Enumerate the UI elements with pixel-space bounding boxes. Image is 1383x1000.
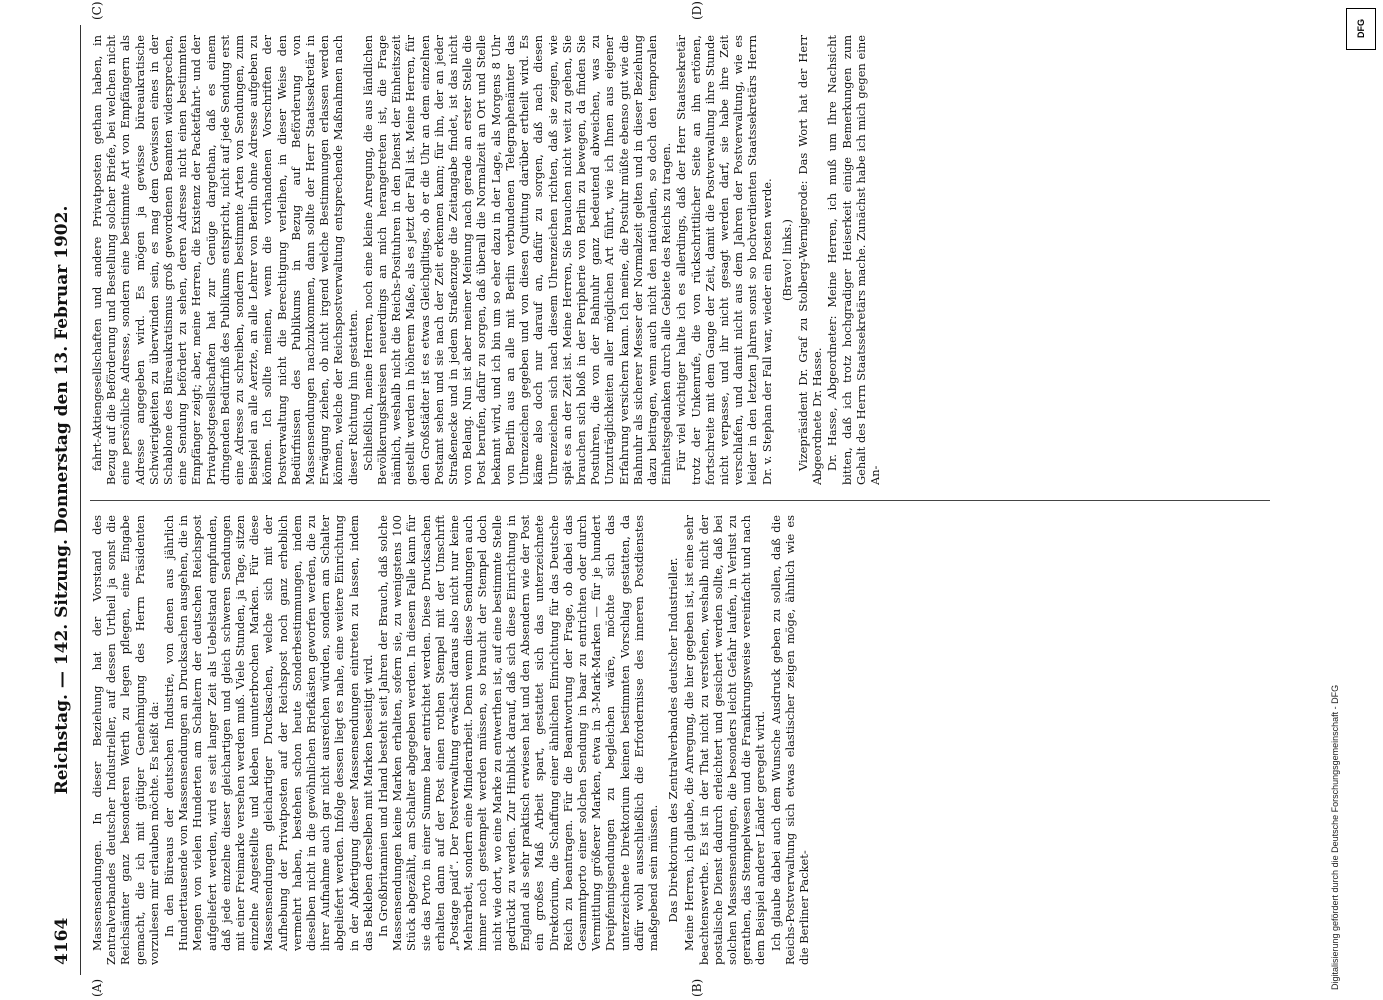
signature-block: Das Direktorium des Zentralverbandes deutscher Industrieller. bbox=[666, 557, 681, 923]
interjection: (Bravo! links.) bbox=[779, 219, 794, 301]
dfg-logo-icon: DFG bbox=[1346, 8, 1376, 50]
paragraph: Schließlich, meine Herren, noch eine kleine Anregung, die aus ländlichen Bevölkerungskreisen neuerdings an mich herangetreten ist, die Frage nämlich, weshalb nicht die Reichs-Posituhren in den Dienst der Einheitszeit gestellt werden in höherem Maße, als es jetzt der Fall ist. Meine Herren, für den Großstädter ist es etwas Gleichgiltiges, ob er die Uhr an dem einzelnen Postamt sehen und sie nach der Zeit erkennen kann; für ihn, der an jeder Straßenecke und in jedem Straßenzuge die Zeitangabe findet, ist das nicht von Belang. Nun ist aber meiner Meinung nach gerade an erster Stelle die Post berufen, dafür zu sorgen, daß überall die Normalzeit an Ort und Stelle bekannt wird, und ich bin um so eher dazu in der Lage, als Morgens 8 Uhr von Berlin aus an alle mit Berlin verbundenen Telegraphenämter das Uhrenzeichen gegeben und von diesen Quittung darüber ertheilt wird. Es käme also doch nur darauf an, dafür zu sorgen, daß nach diesen Uhrenzeichen sich nach diesem Uhrenzeichen richten, daß sie zeigen, wie spät es an der Zeit ist. Meine Herren, Sie brauchen nicht weit zu gehen, Sie brauchen sich bloß in der Peripherie von Berlin zu bewegen, da finden Sie Postuhren, die von der Bahnuhr ganz bedeutend abweichen, was zu Unzuträglichkeiten aller möglichen Art führt, wie ich Ihnen aus eigener Erfahrung versichern kann. Ich meine, die Postuhr müßte ebenso gut wie die Bahnuhr als sicherer Messer der Normalzeit gelten und in dieser Beziehung dazu beitragen, wenn auch nicht den nationalen, so doch den temporalen Einheitsgedanken durch alle Gebiete des Reichs zu tragen. bbox=[360, 35, 674, 485]
paragraph: Meine Herren, ich glaube, die Anregung, die hier gegeben ist, ist eine sehr beachtenswerthe. Es ist in der That nicht zu verstehen, weshalb nicht der postalische Dienst dadurch erleichtert und gesichert werden sollte, daß bei solchen Massensendungen, die besonders leicht Gefahr laufen, in Verlust zu gerathen, das Stempelwesen und die Frankirungsweise vereinfacht und nach dem Beispiel anderer Länder geregelt wird. bbox=[682, 515, 768, 965]
header-rule bbox=[80, 25, 81, 975]
margin-letter-b: (B) bbox=[690, 978, 704, 997]
paragraph: Massensendungen. In dieser Beziehung hat der Vorstand des Zentralverbandes deutscher Industrieller, auf dessen Urtheil ja sonst die Reichsämter ganz besonderen Werth zu legen pflegen, eine Eingabe gemacht, die ich mit gütiger Genehmigung des Herrn Präsidenten vorzulesen mir erlauben möchte. Es heißt da: bbox=[90, 515, 161, 965]
page-number: 4164 bbox=[52, 917, 72, 965]
margin-letter-a: (A) bbox=[90, 978, 104, 997]
speaker-paragraph: Vizepräsident Dr. Graf zu Stolberg-Wernigerode: Das Wort hat der Herr Abgeordnete Dr. Hasse. bbox=[795, 35, 825, 485]
paragraph: Für viel wichtiger halte ich es allerdings, daß der Herr Staatssekretär trotz der Unkenrufe, die von rückschrittlicher Seite an ihn ertönen, fortschreite mit dem Gange der Zeit, damit die Postverwaltung ihre Stunde nicht verpasse, und ihr nicht gesagt werden darf, sie habe ihre Zeit verschlafen, und damit nicht aus dem Jahren der Postverwaltung, wie es leider in den letzten Jahren sonst so hochverdienten Staatssekretärs Herrn Dr. v. Stephan der Fall war, wieder ein Posten werde. bbox=[674, 35, 774, 485]
speaker-paragraph: Dr. Hasse, Abgeordneter: Meine Herren, ich muß um Ihre Nachsicht bitten, daß ich trotz hochgradiger Heiserkeit einige Bemerkungen zum Gehalt des Herrn Staatssekretärs mache. Zunächst habe ich mich gegen eine An- bbox=[825, 35, 882, 485]
quoted-petition: In den Büreaus der deutschen Industrie, von denen aus jährlich Hunderttausende von Massensendungen an Drucksachen ausgehen, die in Mengen von vielen Hunderten am Schaltern der deutschen Reichspost aufgeliefert werden, wird es seit langer Zeit als Uebelstand empfunden, daß jede einzelne dieser gleichartigen und gleich schweren Sendungen mit einer Freimarke versehen werden muß. Viele Stunden, ja Tage, sitzen einzelne Angestellte und kleben ununterbrochen Marken. Für diese Massensendungen gleichartiger Drucksachen, welche sich mit der Aufhebung der Privatposten auf der Reichspost noch ganz erheblich vermehrt haben, bestehen schon heute Sonderbestimmungen, indem dieselben nicht in die gewöhnlichen Briefkästen geworfen werden, die zu ihrer Aufnahme auch gar nicht ausreichen würden, sondern am Schalter abgeliefert werden. Infolge dessen liegt es nahe, eine weitere Einrichtung in der Abfertigung dieser Massensendungen eintreten zu lassen, indem das Bekleben derselben mit Marken beseitigt wird. bbox=[162, 515, 375, 951]
text-column-left bbox=[90, 515, 1270, 965]
text-column-right bbox=[90, 35, 1270, 485]
digitization-credit: Digitalisierung gefördert durch die Deutsche Forschungsgemeinschaft - DFG bbox=[1330, 684, 1340, 990]
page-header bbox=[50, 25, 78, 975]
column-divider bbox=[90, 500, 1270, 501]
margin-letter-d: (D) bbox=[690, 1, 704, 20]
rotated-document-page bbox=[50, 1, 1350, 997]
paragraph: Ich glaube dabei auch dem Wunsche Ausdruck geben zu sollen, daß die Reichs-Postverwaltung sich etwas elastischer zeigen möge, ähnlich wie es die Berliner Packet- bbox=[768, 515, 811, 965]
margin-letter-c: (C) bbox=[90, 1, 104, 20]
running-title: Reichstag. — 142. Sitzung. Donnerstag den 13. Februar 1902. bbox=[52, 205, 72, 795]
paragraph: fahrt-Aktiengesellschaften und andere Privatposten gethan haben, in Bezug auf die Beförderung und Bestellung solcher Briefe, bei welchen nicht eine persönliche Adresse, sondern eine bestimmte Art von Empfängern als Adresse angegeben wird. Es mögen ja gewisse büreaukratische Schwierigkeiten zu überwinden sein, es mag dem Gewissen eines in der Schablone des Büreaukratismus groß gewordenen Beamten widersprechen, eine Sendung befördert zu sehen, deren Adresse nicht einen bestimmten Empfänger zeigt; aber, meine Herren, die Existenz der Packetfahrt- und der Privatpostgesellschaften hat zur Genüge dargethan, daß es einem dringenden Bedürfniß des Publikums entspricht, nicht auf jede Sendung erst eine Adresse zu schreiben, sondern bestimmte Arten von Sendungen, zum Beispiel an alle Aerzte, an alle Lehrer von Berlin ohne Adresse aufgeben zu können. Ich sollte meinen, wenn die vorhandenen Vorschriften der Postverwaltung nicht die Berechtigung verleihen, in dieser Weise den Bedürfnissen des Publikums in Bezug auf Beförderung von Massensendungen nachzukommen, dann sollte der Herr Staatssekretär in Erwägung ziehen, ob nicht irgend welche Bestimmungen erlassen werden können, welche der Reichspostverwaltung entsprechende Maßnahmen nach dieser Richtung hin gestatten. bbox=[90, 35, 360, 485]
quoted-petition: In Großbritannien und Irland besteht seit Jahren der Brauch, daß solche Massensendungen keine Marken erhalten, sofern sie, zu wenigstens 100 Stück abgezählt, am Schalter abgegeben werden. In diesem Falle kann für sie das Porto in einer Summe baar entrichtet werden. Diese Drucksachen erhalten dann auf der Post einen rothen Stempel mit der Umschrift „Postage paid“. Der Postverwaltung erwächst daraus also nicht nur keine Mehrarbeit, sondern eine Minderarbeit. Denn wenn diese Sendungen auch immer noch gestempelt werden müssen, so braucht der Stempel doch nicht wie dort, wo eine Marke zu entwerthen ist, auf eine bestimmte Stelle gedrückt zu werden. Zur Hinblick darauf, daß sich diese Einrichtung in England als sehr praktisch erwiesen hat und den Absendern wie der Post ein großes Maß Arbeit spart, gestattet sich das unterzeichnete Direktorium, die Schaffung einer ähnlichen Einrichtung für das Deutsche Reich zu beantragen. Für die Beantwortung der Frage, ob dabei das Gesammtporto einer solchen Sendung in baar zu entrichten oder durch Vermittlung größerer Marken, etwa in 3-Mark-Marken — für je hundert Dreipfennigsendungen zu begleichen wäre, möchte sich das unterzeichnete Direktorium keinen bestimmten Vorschlag gestatten, da dafür wohl ausschließlich die Erfordernisse des inneren Postdienstes maßgebend sein müssen. bbox=[376, 515, 660, 951]
